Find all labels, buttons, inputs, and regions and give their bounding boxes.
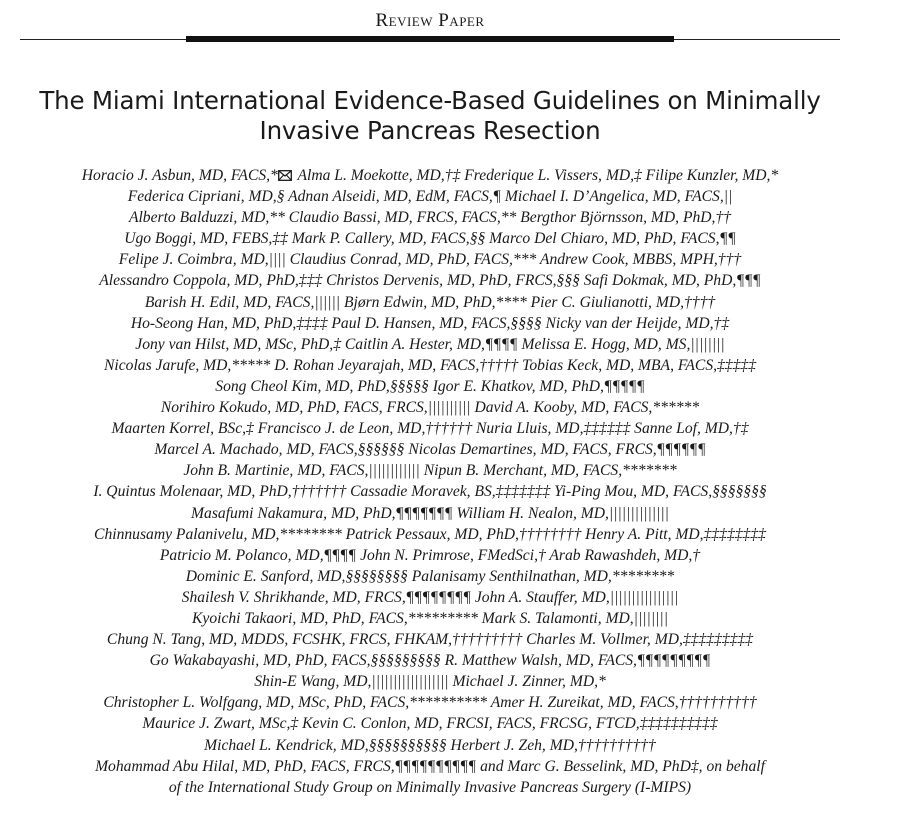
author-line: Chinnusamy Palanivelu, MD,******** Patrick Pessaux, MD, PhD,†††††††† Henry A. Pitt, MD,‡‡‡‡‡‡‡‡ bbox=[94, 525, 766, 543]
author-line: Barish H. Edil, MD, FACS,|||||| Bjørn Edwin, MD, PhD,**** Pier C. Giulianotti, MD,†††† bbox=[144, 293, 716, 311]
author-line: Go Wakabayashi, MD, PhD, FACS,§§§§§§§§§ R. Matthew Walsh, MD, FACS,¶¶¶¶¶¶¶¶¶ bbox=[149, 652, 711, 670]
title-line-1: The Miami International Evidence-Based Guidelines on Minimally bbox=[39, 86, 821, 115]
author-line: of the International Study Group on Minimally Invasive Pancreas Surgery (I-MIPS) bbox=[168, 778, 692, 796]
author-line: Dominic E. Sanford, MD,§§§§§§§§ Palanisamy Senthilnathan, MD,******** bbox=[185, 567, 675, 585]
author-line: Christopher L. Wolfgang, MD, MSc, PhD, FACS,********** Amer H. Zureikat, MD, FACS,†††††††††† bbox=[103, 694, 757, 712]
author-list bbox=[0, 165, 860, 798]
envelope-icon[interactable] bbox=[278, 170, 292, 181]
author-line: Shailesh V. Shrikhande, MD, FRCS,¶¶¶¶¶¶¶¶ John A. Stauffer, MD,|||||||||||||||| bbox=[181, 588, 679, 606]
author-line: Alberto Balduzzi, MD,** Claudio Bassi, MD, FRCS, FACS,** Bergthor Björnsson, MD, PhD,†† bbox=[128, 209, 732, 227]
author-line: John B. Martinie, MD, FACS,|||||||||||| Nipun B. Merchant, MD, FACS,******* bbox=[183, 462, 677, 480]
title-line-2: Invasive Pancreas Resection bbox=[259, 116, 601, 145]
author-line: Marcel A. Machado, MD, FACS,§§§§§§ Nicolas Demartines, MD, FACS, FRCS,¶¶¶¶¶¶ bbox=[154, 441, 706, 459]
author-line bbox=[0, 165, 860, 186]
author-line: Chung N. Tang, MD, MDDS, FCSHK, FRCS, FHKAM,††††††††† Charles M. Vollmer, MD,‡‡‡‡‡‡‡‡‡ bbox=[106, 631, 754, 649]
author-line: Felipe J. Coimbra, MD,|||| Claudius Conrad, MD, PhD, FACS,*** Andrew Cook, MBBS, MPH,††† bbox=[118, 251, 742, 269]
author-line: Masafumi Nakamura, MD, PhD,¶¶¶¶¶¶¶ William H. Nealon, MD,|||||||||||||| bbox=[191, 504, 669, 522]
paper-title bbox=[0, 86, 860, 146]
author-line: Shin-E Wang, MD,|||||||||||||||||| Michael J. Zinner, MD,* bbox=[254, 673, 606, 691]
author-text: Horacio J. Asbun, MD, FACS,* bbox=[81, 167, 278, 184]
author-line: Nicolas Jarufe, MD,***** D. Rohan Jeyarajah, MD, FACS,††††† Tobias Keck, MD, MBA, FACS,‡‡‡‡‡ bbox=[104, 356, 756, 374]
author-line: Alessandro Coppola, MD, PhD,‡‡‡ Christos Dervenis, MD, PhD, FRCS,§§§ Safi Dokmak, MD, PhD,¶¶¶ bbox=[99, 272, 761, 290]
author-line: Patricio M. Polanco, MD,¶¶¶¶ John N. Primrose, FMedSci,† Arab Rawashdeh, MD,† bbox=[159, 546, 701, 564]
author-line: Jony van Hilst, MD, MSc, PhD,‡ Caitlin A. Hester, MD,¶¶¶¶ Melissa E. Hogg, MD, MS,|||||||| bbox=[135, 335, 725, 353]
author-line: Federica Cipriani, MD,§ Adnan Alseidi, MD, EdM, FACS,¶ Michael I. D’Angelica, MD, FACS,|| bbox=[127, 188, 733, 206]
author-line: Maarten Korrel, BSc,‡ Francisco J. de Leon, MD,†††††† Nuria Lluis, MD,‡‡‡‡‡‡ Sanne Lof, MD,†‡ bbox=[111, 420, 749, 438]
author-line: Maurice J. Zwart, MSc,‡ Kevin C. Conlon, MD, FRCSI, FACS, FRCSG, FTCD,‡‡‡‡‡‡‡‡‡‡ bbox=[142, 715, 718, 733]
header-rule-bar bbox=[186, 36, 674, 42]
section-label: Review Paper bbox=[375, 10, 485, 31]
author-line: Michael L. Kendrick, MD,§§§§§§§§§§ Herbert J. Zeh, MD,†††††††††† bbox=[204, 736, 656, 754]
author-line: Ugo Boggi, MD, FEBS,‡‡ Mark P. Callery, MD, FACS,§§ Marco Del Chiaro, MD, PhD, FACS,¶¶ bbox=[124, 230, 736, 248]
author-line: Mohammad Abu Hilal, MD, PhD, FACS, FRCS,¶¶¶¶¶¶¶¶¶¶ and Marc G. Besselink, MD, PhD‡, on behalf bbox=[95, 757, 765, 775]
author-line: I. Quintus Molenaar, MD, PhD,††††††† Cassadie Moravek, BS,‡‡‡‡‡‡‡ Yi-Ping Mou, MD, FACS,§§§§§§§ bbox=[93, 483, 767, 501]
author-line: Norihiro Kokudo, MD, PhD, FACS, FRCS,|||||||||| David A. Kooby, MD, FACS,****** bbox=[160, 399, 700, 417]
author-text: Alma L. Moekotte, MD,†‡ Frederique L. Vissers, MD,‡ Filipe Kunzler, MD,* bbox=[293, 167, 779, 184]
author-line: Kyoichi Takaori, MD, PhD, FACS,********* Mark S. Talamonti, MD,|||||||| bbox=[192, 609, 668, 627]
author-line: Song Cheol Kim, MD, PhD,§§§§§ Igor E. Khatkov, MD, PhD,¶¶¶¶¶ bbox=[215, 377, 645, 395]
author-line: Ho-Seong Han, MD, PhD,‡‡‡‡ Paul D. Hansen, MD, FACS,§§§§ Nicky van der Heijde, MD,†‡ bbox=[130, 314, 730, 332]
